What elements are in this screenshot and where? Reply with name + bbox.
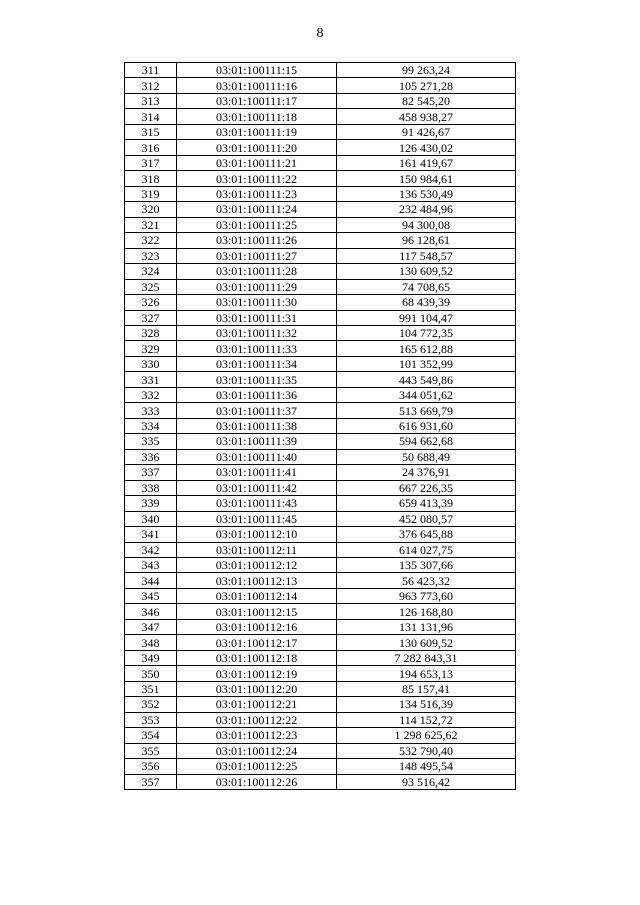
cadastral-value-cell: 56 423,32 xyxy=(337,573,516,588)
cadastral-value-cell: 659 413,39 xyxy=(337,496,516,511)
cadastral-number-cell: 03:01:100111:27 xyxy=(177,248,337,263)
table-row xyxy=(125,728,516,743)
table-row xyxy=(125,310,516,325)
row-number-cell: 336 xyxy=(125,449,177,464)
cadastral-value-cell: 105 271,28 xyxy=(337,78,516,93)
table-row xyxy=(125,279,516,294)
row-number-cell: 328 xyxy=(125,325,177,340)
row-number-cell: 349 xyxy=(125,650,177,665)
row-number-cell: 333 xyxy=(125,403,177,418)
row-number-cell: 322 xyxy=(125,233,177,248)
cadastral-value-cell: 50 688,49 xyxy=(337,449,516,464)
row-number-cell: 357 xyxy=(125,774,177,789)
table-row xyxy=(125,743,516,758)
row-number-cell: 321 xyxy=(125,217,177,232)
cadastral-value-cell: 963 773,60 xyxy=(337,588,516,603)
row-number-cell: 354 xyxy=(125,728,177,743)
table-row xyxy=(125,372,516,387)
cadastral-number-cell: 03:01:100111:42 xyxy=(177,480,337,495)
cadastral-value-cell: 232 484,96 xyxy=(337,202,516,217)
table-row xyxy=(125,356,516,371)
cadastral-number-cell: 03:01:100112:19 xyxy=(177,666,337,681)
cadastral-number-cell: 03:01:100111:37 xyxy=(177,403,337,418)
row-number-cell: 323 xyxy=(125,248,177,263)
table-row xyxy=(125,341,516,356)
table-row xyxy=(125,171,516,186)
cadastral-number-cell: 03:01:100111:18 xyxy=(177,109,337,124)
cadastral-number-cell: 03:01:100111:19 xyxy=(177,124,337,139)
cadastral-number-cell: 03:01:100112:10 xyxy=(177,527,337,542)
cadastral-value-cell: 96 128,61 xyxy=(337,233,516,248)
row-number-cell: 355 xyxy=(125,743,177,758)
cadastral-number-cell: 03:01:100111:29 xyxy=(177,279,337,294)
cadastral-value-cell: 458 938,27 xyxy=(337,109,516,124)
table-row xyxy=(125,248,516,263)
cadastral-number-cell: 03:01:100112:15 xyxy=(177,604,337,619)
table-row xyxy=(125,712,516,727)
cadastral-value-cell: 513 669,79 xyxy=(337,403,516,418)
cadastral-value-cell: 68 439,39 xyxy=(337,295,516,310)
cadastral-value-cell: 126 430,02 xyxy=(337,140,516,155)
row-number-cell: 329 xyxy=(125,341,177,356)
cadastral-value-cell: 150 984,61 xyxy=(337,171,516,186)
cadastral-value-cell: 452 080,57 xyxy=(337,511,516,526)
cadastral-value-cell: 93 516,42 xyxy=(337,774,516,789)
cadastral-number-cell: 03:01:100112:26 xyxy=(177,774,337,789)
row-number-cell: 338 xyxy=(125,480,177,495)
row-number-cell: 347 xyxy=(125,619,177,634)
cadastral-number-cell: 03:01:100111:33 xyxy=(177,341,337,356)
cadastral-value-cell: 82 545,20 xyxy=(337,93,516,108)
table-row xyxy=(125,233,516,248)
table-row xyxy=(125,650,516,665)
cadastral-number-cell: 03:01:100111:30 xyxy=(177,295,337,310)
cadastral-number-cell: 03:01:100111:21 xyxy=(177,155,337,170)
table-row xyxy=(125,635,516,650)
cadastral-value-cell: 104 772,35 xyxy=(337,325,516,340)
cadastral-value-cell: 85 157,41 xyxy=(337,681,516,696)
table-row xyxy=(125,155,516,170)
table-row xyxy=(125,325,516,340)
table-row xyxy=(125,387,516,402)
row-number-cell: 324 xyxy=(125,264,177,279)
cadastral-number-cell: 03:01:100112:16 xyxy=(177,619,337,634)
table-row xyxy=(125,418,516,433)
table-row xyxy=(125,63,516,78)
table-row xyxy=(125,558,516,573)
row-number-cell: 335 xyxy=(125,434,177,449)
cadastral-value-cell: 130 609,52 xyxy=(337,635,516,650)
cadastral-value-cell: 376 645,88 xyxy=(337,527,516,542)
cadastral-value-cell: 1 298 625,62 xyxy=(337,728,516,743)
cadastral-number-cell: 03:01:100112:18 xyxy=(177,650,337,665)
table-row xyxy=(125,542,516,557)
cadastral-value-cell: 114 152,72 xyxy=(337,712,516,727)
table-row xyxy=(125,759,516,774)
cadastral-number-cell: 03:01:100111:38 xyxy=(177,418,337,433)
row-number-cell: 339 xyxy=(125,496,177,511)
row-number-cell: 342 xyxy=(125,542,177,557)
table-row xyxy=(125,264,516,279)
row-number-cell: 320 xyxy=(125,202,177,217)
row-number-cell: 334 xyxy=(125,418,177,433)
cadastral-number-cell: 03:01:100112:21 xyxy=(177,697,337,712)
row-number-cell: 314 xyxy=(125,109,177,124)
row-number-cell: 353 xyxy=(125,712,177,727)
row-number-cell: 331 xyxy=(125,372,177,387)
cadastral-number-cell: 03:01:100111:40 xyxy=(177,449,337,464)
cadastral-value-table xyxy=(124,62,516,790)
row-number-cell: 345 xyxy=(125,588,177,603)
cadastral-value-cell: 532 790,40 xyxy=(337,743,516,758)
table-row xyxy=(125,124,516,139)
cadastral-value-cell: 161 419,67 xyxy=(337,155,516,170)
cadastral-number-cell: 03:01:100112:14 xyxy=(177,588,337,603)
cadastral-number-cell: 03:01:100111:41 xyxy=(177,465,337,480)
cadastral-number-cell: 03:01:100111:45 xyxy=(177,511,337,526)
cadastral-number-cell: 03:01:100111:28 xyxy=(177,264,337,279)
cadastral-value-cell: 594 662,68 xyxy=(337,434,516,449)
table-row xyxy=(125,465,516,480)
table-row xyxy=(125,202,516,217)
row-number-cell: 318 xyxy=(125,171,177,186)
row-number-cell: 327 xyxy=(125,310,177,325)
row-number-cell: 337 xyxy=(125,465,177,480)
table-row xyxy=(125,511,516,526)
row-number-cell: 351 xyxy=(125,681,177,696)
row-number-cell: 346 xyxy=(125,604,177,619)
cadastral-number-cell: 03:01:100112:20 xyxy=(177,681,337,696)
row-number-cell: 352 xyxy=(125,697,177,712)
cadastral-number-cell: 03:01:100111:43 xyxy=(177,496,337,511)
table-row xyxy=(125,588,516,603)
cadastral-number-cell: 03:01:100112:11 xyxy=(177,542,337,557)
row-number-cell: 315 xyxy=(125,124,177,139)
cadastral-value-cell: 991 104,47 xyxy=(337,310,516,325)
cadastral-value-cell: 616 931,60 xyxy=(337,418,516,433)
page-number: 8 xyxy=(316,26,324,41)
cadastral-number-cell: 03:01:100111:16 xyxy=(177,78,337,93)
row-number-cell: 325 xyxy=(125,279,177,294)
table-row xyxy=(125,480,516,495)
table-row xyxy=(125,449,516,464)
row-number-cell: 312 xyxy=(125,78,177,93)
cadastral-number-cell: 03:01:100112:12 xyxy=(177,558,337,573)
cadastral-value-cell: 135 307,66 xyxy=(337,558,516,573)
table-row xyxy=(125,681,516,696)
cadastral-number-cell: 03:01:100112:25 xyxy=(177,759,337,774)
row-number-cell: 313 xyxy=(125,93,177,108)
cadastral-number-cell: 03:01:100111:22 xyxy=(177,171,337,186)
cadastral-value-cell: 194 653,13 xyxy=(337,666,516,681)
cadastral-number-cell: 03:01:100111:35 xyxy=(177,372,337,387)
cadastral-number-cell: 03:01:100112:22 xyxy=(177,712,337,727)
cadastral-value-cell: 614 027,75 xyxy=(337,542,516,557)
table-row xyxy=(125,186,516,201)
cadastral-value-cell: 117 548,57 xyxy=(337,248,516,263)
table-row xyxy=(125,774,516,789)
table-row xyxy=(125,573,516,588)
cadastral-value-cell: 443 549,86 xyxy=(337,372,516,387)
row-number-cell: 326 xyxy=(125,295,177,310)
cadastral-value-cell: 7 282 843,31 xyxy=(337,650,516,665)
cadastral-value-cell: 99 263,24 xyxy=(337,63,516,78)
cadastral-number-cell: 03:01:100111:26 xyxy=(177,233,337,248)
table-row xyxy=(125,434,516,449)
row-number-cell: 332 xyxy=(125,387,177,402)
cadastral-value-cell: 74 708,65 xyxy=(337,279,516,294)
row-number-cell: 316 xyxy=(125,140,177,155)
cadastral-value-cell: 136 530,49 xyxy=(337,186,516,201)
cadastral-value-cell: 165 612,88 xyxy=(337,341,516,356)
table-row xyxy=(125,109,516,124)
table-row xyxy=(125,496,516,511)
row-number-cell: 340 xyxy=(125,511,177,526)
cadastral-value-cell: 101 352,99 xyxy=(337,356,516,371)
cadastral-number-cell: 03:01:100111:20 xyxy=(177,140,337,155)
cadastral-number-cell: 03:01:100112:23 xyxy=(177,728,337,743)
cadastral-number-cell: 03:01:100112:13 xyxy=(177,573,337,588)
cadastral-number-cell: 03:01:100112:17 xyxy=(177,635,337,650)
cadastral-value-cell: 667 226,35 xyxy=(337,480,516,495)
row-number-cell: 350 xyxy=(125,666,177,681)
cadastral-value-cell: 91 426,67 xyxy=(337,124,516,139)
cadastral-value-cell: 130 609,52 xyxy=(337,264,516,279)
cadastral-value-cell: 126 168,80 xyxy=(337,604,516,619)
table-row xyxy=(125,666,516,681)
cadastral-number-cell: 03:01:100111:39 xyxy=(177,434,337,449)
table-row xyxy=(125,217,516,232)
row-number-cell: 311 xyxy=(125,63,177,78)
cadastral-number-cell: 03:01:100112:24 xyxy=(177,743,337,758)
table-row xyxy=(125,604,516,619)
row-number-cell: 343 xyxy=(125,558,177,573)
cadastral-value-cell: 134 516,39 xyxy=(337,697,516,712)
cadastral-value-cell: 94 300,08 xyxy=(337,217,516,232)
table-row xyxy=(125,140,516,155)
row-number-cell: 341 xyxy=(125,527,177,542)
cadastral-number-cell: 03:01:100111:24 xyxy=(177,202,337,217)
cadastral-value-cell: 148 495,54 xyxy=(337,759,516,774)
cadastral-number-cell: 03:01:100111:17 xyxy=(177,93,337,108)
table-row xyxy=(125,527,516,542)
cadastral-number-cell: 03:01:100111:36 xyxy=(177,387,337,402)
table-body xyxy=(125,63,516,790)
cadastral-number-cell: 03:01:100111:32 xyxy=(177,325,337,340)
cadastral-value-cell: 24 376,91 xyxy=(337,465,516,480)
table-row xyxy=(125,697,516,712)
row-number-cell: 344 xyxy=(125,573,177,588)
row-number-cell: 317 xyxy=(125,155,177,170)
cadastral-number-cell: 03:01:100111:34 xyxy=(177,356,337,371)
table-row xyxy=(125,295,516,310)
cadastral-number-cell: 03:01:100111:31 xyxy=(177,310,337,325)
cadastral-number-cell: 03:01:100111:23 xyxy=(177,186,337,201)
cadastral-value-cell: 131 131,96 xyxy=(337,619,516,634)
row-number-cell: 356 xyxy=(125,759,177,774)
row-number-cell: 348 xyxy=(125,635,177,650)
row-number-cell: 319 xyxy=(125,186,177,201)
table-row xyxy=(125,403,516,418)
cadastral-number-cell: 03:01:100111:25 xyxy=(177,217,337,232)
table-row xyxy=(125,93,516,108)
table-row xyxy=(125,619,516,634)
row-number-cell: 330 xyxy=(125,356,177,371)
table-row xyxy=(125,78,516,93)
cadastral-number-cell: 03:01:100111:15 xyxy=(177,63,337,78)
cadastral-value-cell: 344 051,62 xyxy=(337,387,516,402)
